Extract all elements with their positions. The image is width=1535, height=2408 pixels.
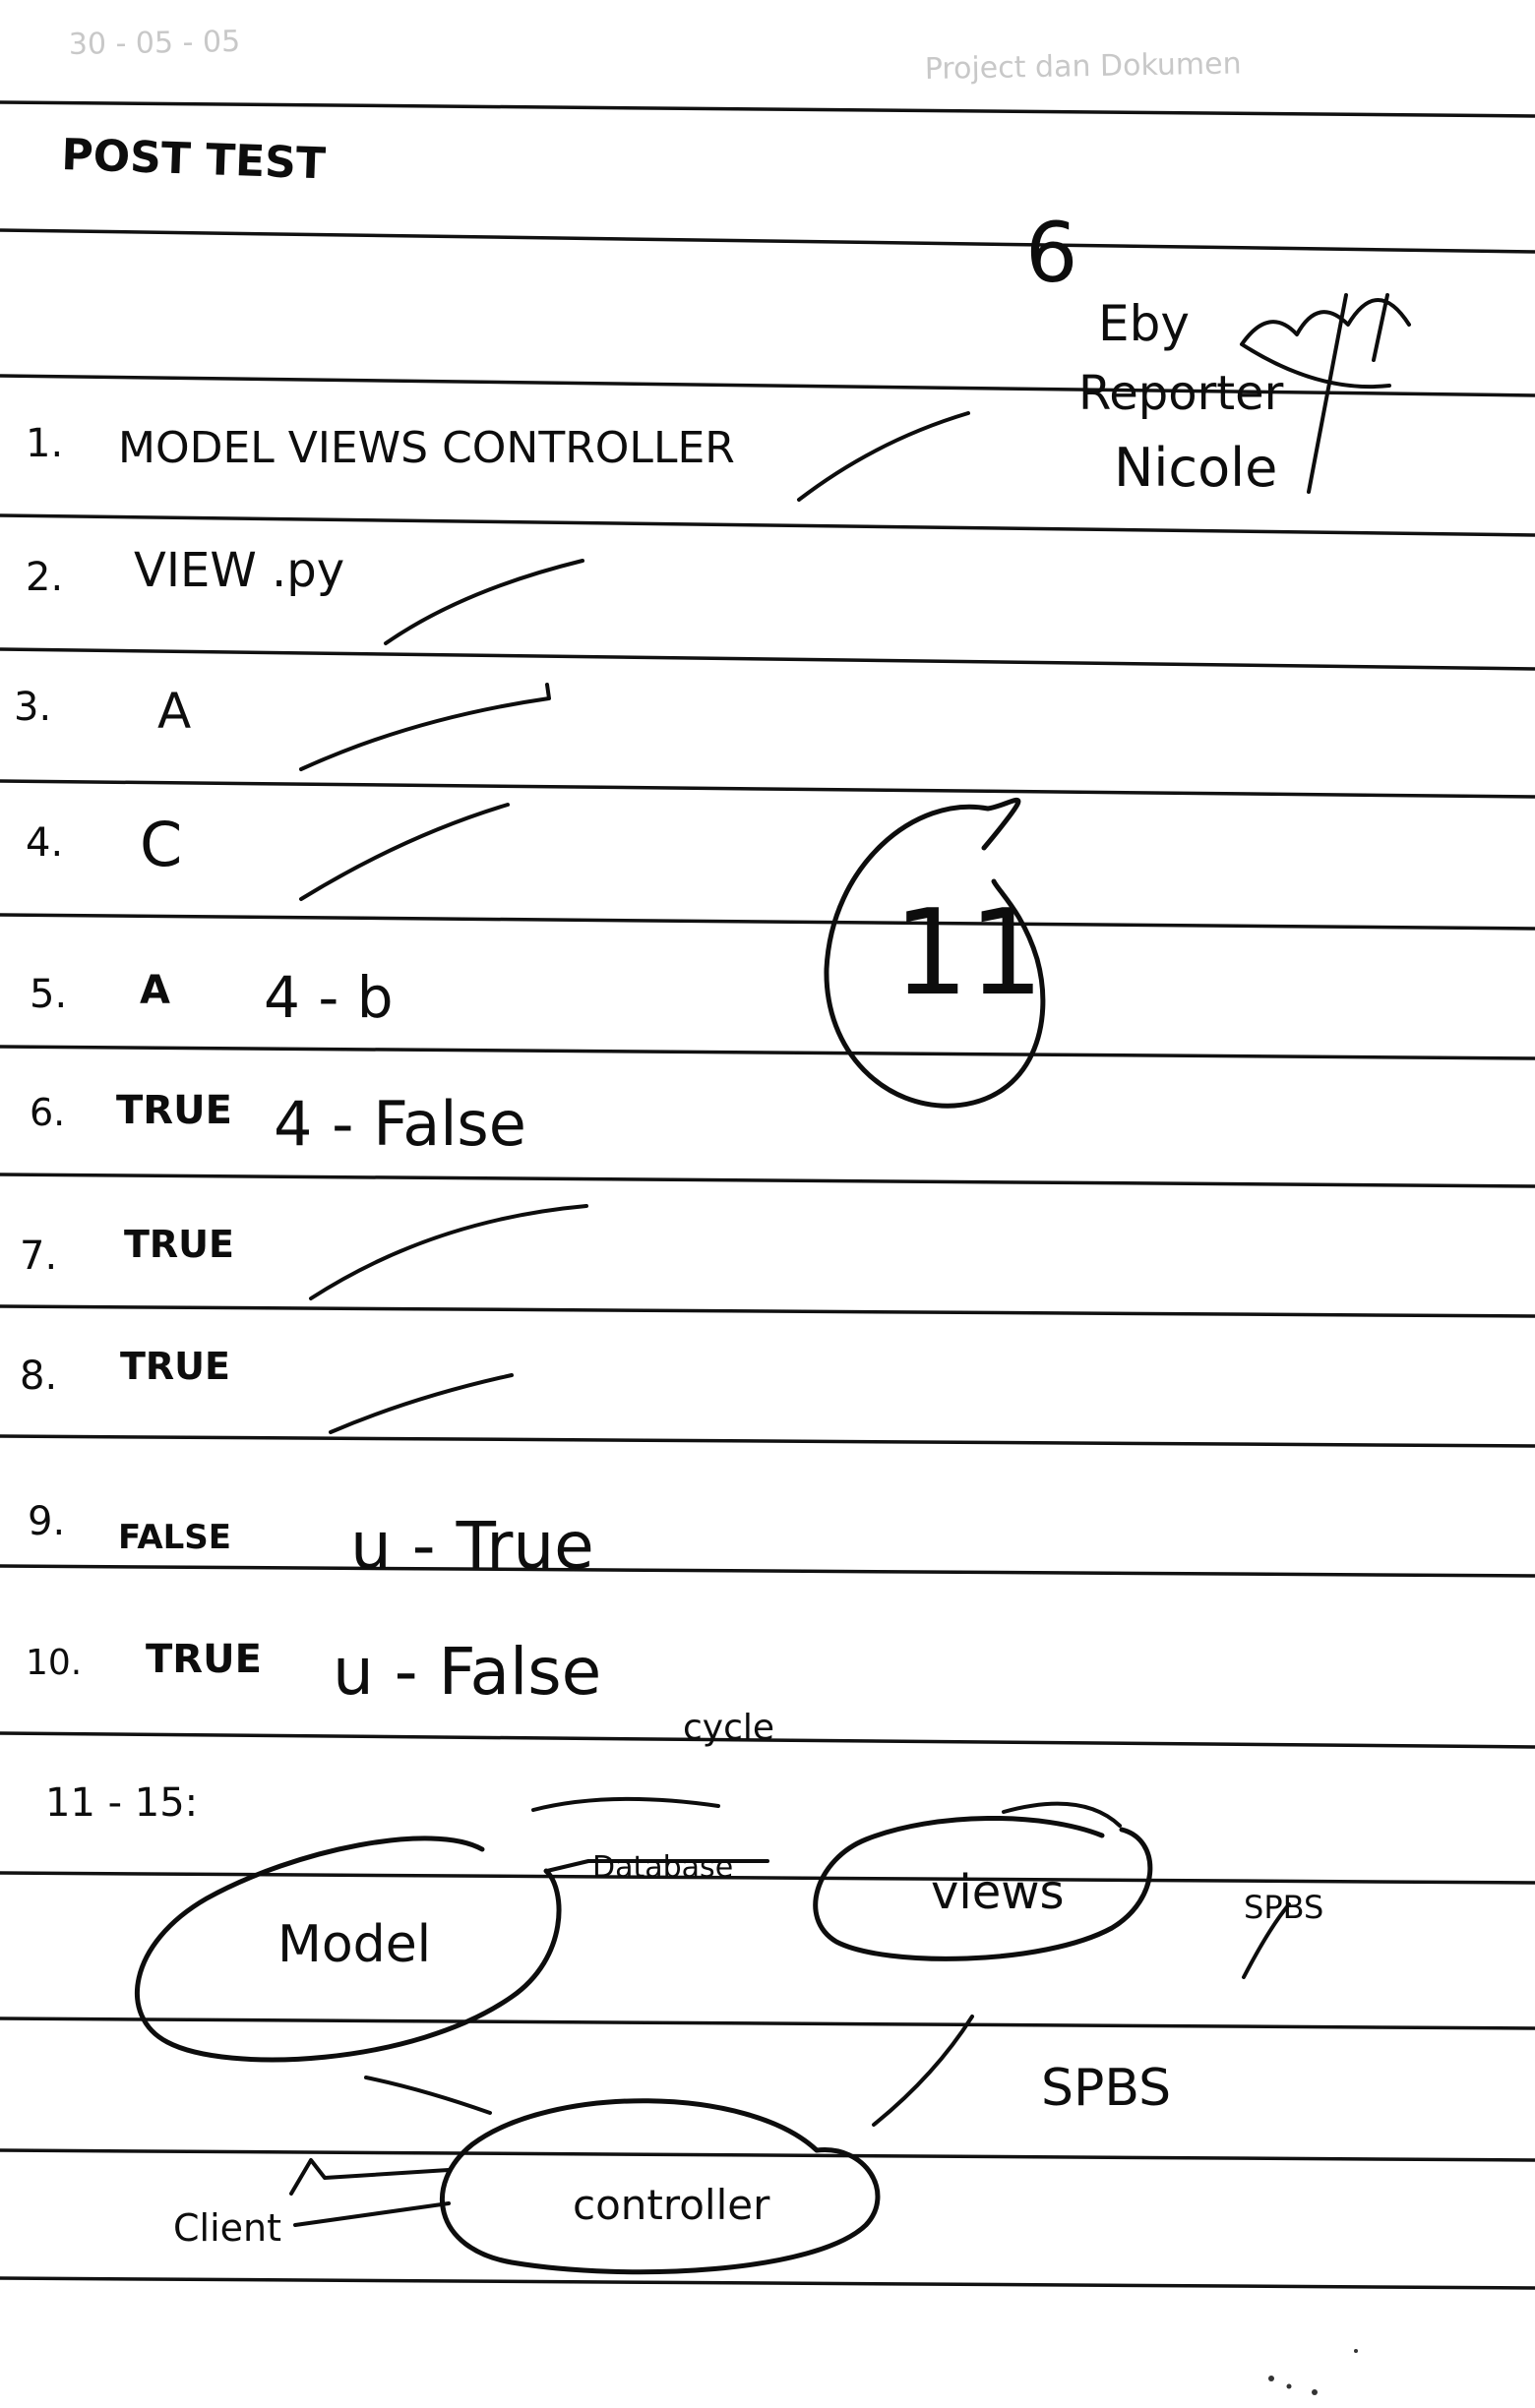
answer-number: 9. — [28, 1499, 66, 1544]
mvc-diagram — [45, 1708, 1323, 2272]
answer-text: VIEW .py — [134, 543, 345, 598]
check-mark — [799, 413, 968, 500]
answer-text: TRUE — [116, 1088, 232, 1133]
answer-row-6 — [30, 1088, 526, 1160]
answer-text: TRUE — [146, 1637, 262, 1682]
answer-number: 8. — [20, 1354, 58, 1399]
edge-database — [533, 1799, 768, 1885]
answer-correction: u - False — [333, 1634, 602, 1710]
answer-text: C — [140, 809, 183, 880]
answer-row-10 — [26, 1634, 601, 1710]
page-title: POST TEST — [60, 130, 327, 190]
controller-node — [442, 2101, 878, 2272]
answer-correction: 4 - False — [274, 1088, 526, 1160]
diagram-label: 11 - 15: — [45, 1780, 199, 1826]
controller-label: controller — [573, 2181, 770, 2229]
answer-row-8 — [20, 1345, 512, 1432]
total-score — [827, 800, 1044, 1106]
paper-specks — [1268, 2349, 1358, 2395]
bleed-through — [69, 25, 1242, 87]
grader-name-3: Nicole — [1114, 437, 1278, 499]
edge-database-top — [533, 1799, 718, 1810]
answer-text: TRUE — [124, 1223, 234, 1266]
answer-number: 7. — [20, 1234, 58, 1279]
answer-number: 4. — [26, 820, 64, 866]
ghost-header: Project dan Dokumen — [924, 46, 1242, 87]
answer-row-3 — [14, 683, 549, 769]
answer-row-7 — [20, 1206, 586, 1298]
answer-number: 6. — [30, 1091, 66, 1134]
answer-correction: 4 - b — [264, 964, 394, 1031]
check-mark — [331, 1375, 512, 1432]
views-label: views — [931, 1865, 1065, 1920]
grader-name-2: Reporter — [1078, 366, 1284, 421]
answer-row-9 — [28, 1499, 594, 1584]
answer-row-4 — [26, 805, 508, 899]
edge-views-controller — [874, 2017, 972, 2125]
grader-name-1: Eby — [1098, 295, 1190, 352]
model-node — [137, 1838, 559, 2060]
check-mark — [301, 685, 549, 769]
answer-number: 2. — [26, 555, 64, 600]
spbs-small-label: SPBS — [1244, 1889, 1324, 1926]
check-mark — [311, 1206, 586, 1298]
answer-correction: u - True — [350, 1508, 594, 1584]
answer-text: FALSE — [118, 1518, 232, 1557]
cycle-note: cycle — [683, 1708, 775, 1748]
answer-list — [14, 413, 968, 1710]
grader-score: 6 — [1025, 205, 1078, 301]
answer-text: TRUE — [120, 1345, 230, 1388]
edge-client-arrows — [291, 2160, 449, 2225]
answer-row-5 — [30, 964, 394, 1031]
answer-number: 10. — [26, 1643, 83, 1683]
edge-client — [173, 2160, 449, 2250]
answer-text: A — [157, 683, 192, 740]
answer-row-2 — [26, 543, 583, 643]
edge-database-label: Database — [592, 1850, 734, 1885]
ghost-date: 30 - 05 - 05 — [68, 24, 241, 62]
edge-model-controller — [366, 2077, 490, 2113]
answer-number: 1. — [26, 421, 64, 466]
total-score-value: 11 — [893, 885, 1044, 1022]
answer-number: 5. — [30, 972, 68, 1017]
spbs-large-label: SPBS — [1041, 2059, 1172, 2118]
answer-text: A — [140, 968, 170, 1013]
check-mark — [301, 805, 508, 899]
model-label: Model — [277, 1915, 432, 1974]
check-mark — [386, 561, 583, 643]
answer-row-1 — [26, 413, 968, 500]
answer-text: MODEL VIEWS CONTROLLER — [118, 423, 735, 473]
answer-number: 3. — [14, 685, 52, 730]
edge-client-label: Client — [173, 2206, 282, 2250]
